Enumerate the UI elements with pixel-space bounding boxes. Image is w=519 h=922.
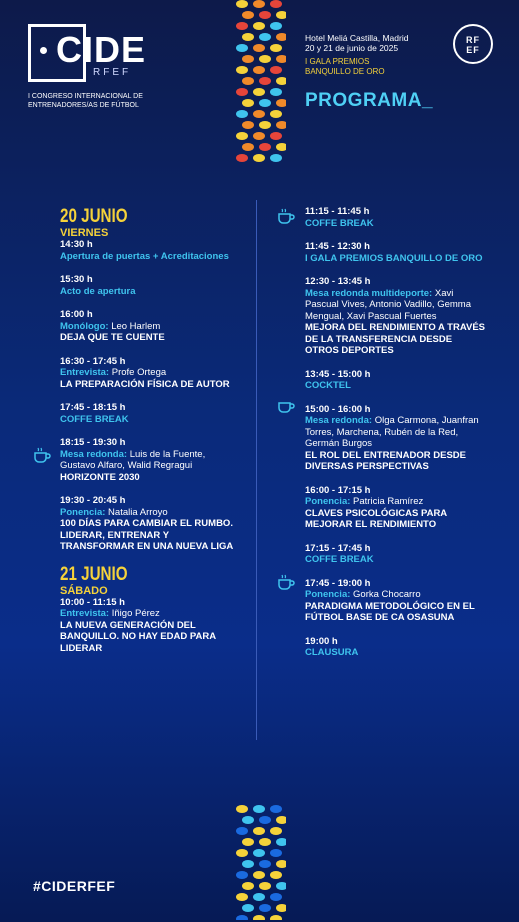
event-type: Entrevista: (60, 367, 110, 378)
event-type: Ponencia: (305, 589, 351, 600)
event-item (305, 241, 485, 264)
event-item (305, 543, 485, 566)
day-2-date: 21 JUNIO (60, 563, 128, 585)
decor-dot (242, 77, 254, 85)
event-time: 16:00 h (60, 309, 93, 320)
event-item (305, 369, 485, 392)
event-title: 100 DÍAS PARA CAMBIAR EL RUMBO. LIDERAR, ENTRENAR Y TRANSFORMAR EN UNA NUEVA LIGA (60, 518, 234, 552)
event-speakers: Iñigo Pérez (111, 608, 160, 619)
decor-dot (253, 893, 265, 901)
event-item (60, 274, 240, 297)
decor-dot (259, 55, 271, 63)
decor-dot (270, 915, 282, 920)
decor-dot (276, 55, 286, 63)
day-2-events-left (60, 597, 240, 655)
decor-dot (242, 121, 254, 129)
gala-line-2: BANQUILLO DE ORO (305, 67, 385, 76)
event-type: Mesa redonda: (60, 448, 128, 460)
decor-dot (236, 871, 248, 879)
event-item (60, 437, 240, 483)
event-item (60, 495, 240, 553)
day-1-weekday: VIERNES (60, 227, 109, 239)
event-time: 17:15 - 17:45 h (305, 542, 371, 554)
event-type: Mesa redonda multideporte: (305, 287, 433, 299)
event-type: Ponencia: (60, 506, 106, 518)
event-time: 12:30 - 13:45 h (305, 276, 371, 287)
decor-dot (236, 22, 248, 30)
event-speakers: Leo Harlem (111, 320, 161, 332)
decor-dot (270, 849, 282, 857)
decor-dot (259, 838, 271, 846)
decor-dot (276, 860, 286, 868)
decor-dot (253, 849, 265, 857)
decor-dot (253, 0, 265, 8)
event-type: COFFE BREAK (305, 217, 374, 229)
decor-dot (276, 143, 286, 151)
decor-dot (270, 871, 282, 879)
decor-dot (253, 22, 265, 30)
day-2-events-right (305, 206, 485, 659)
decor-dot (270, 88, 282, 96)
cide-logo-text: CIDE (56, 29, 147, 70)
event-speakers: Gorka Chocarro (353, 589, 421, 600)
decor-dot (236, 915, 248, 920)
day-1-date: 20 JUNIO (60, 206, 128, 227)
event-title: MEJORA DEL RENDIMIENTO A TRAVÉS DE LA TRANSFERENCIA DESDE OTROS DEPORTES (305, 322, 485, 356)
decor-dot (259, 121, 271, 129)
decor-dot (236, 805, 248, 813)
decor-dot (259, 33, 271, 41)
decor-dot (236, 110, 248, 118)
decor-dot (270, 22, 282, 30)
decor-dot (236, 154, 248, 162)
event-speakers: Luis de la Fuente, Gustavo Alfaro, Walid Regragui (60, 448, 206, 471)
decor-dot (253, 88, 265, 96)
dot-pattern-bottom (234, 805, 286, 920)
decor-dot (270, 44, 282, 52)
event-speakers: Patricia Ramírez (353, 496, 424, 507)
decor-dot (276, 904, 286, 912)
event-type: Entrevista: (60, 608, 110, 619)
rfef-badge-logo (453, 24, 493, 64)
event-type: Apertura de puertas + Acreditaciones (60, 250, 229, 262)
congreso-title: I CONGRESO INTERNACIONAL DE ENTRENADORES/AS DE FÚTBOL (28, 93, 143, 109)
decor-dot (253, 66, 265, 74)
decor-dot (236, 849, 248, 857)
event-item (305, 206, 485, 229)
event-time: 14:30 h (60, 239, 93, 250)
coffee-cup-icon (32, 446, 54, 464)
event-item (305, 578, 485, 624)
decor-dot (270, 154, 282, 162)
event-time: 15:00 - 16:00 h (305, 403, 371, 415)
decor-dot (276, 838, 286, 846)
coffee-cup-icon (276, 573, 298, 591)
event-speakers: Xavi Pascual Vives, Antonio Vadillo, Gemma Mengual, Xavi Pascual Fuertes (305, 287, 471, 322)
event-time: 11:45 - 12:30 h (305, 241, 370, 252)
decor-dot (276, 882, 286, 890)
decor-dot (270, 805, 282, 813)
event-type: Acto de apertura (60, 285, 136, 297)
event-time: 18:15 - 19:30 h (60, 437, 126, 448)
page-title: PROGRAMA_ (305, 90, 434, 111)
coffee-cup-icon (276, 207, 298, 225)
event-item (60, 239, 240, 262)
day-2-column (305, 206, 485, 671)
event-time: 16:00 - 17:15 h (305, 484, 371, 496)
decor-dot (259, 860, 271, 868)
decor-dot (242, 882, 254, 890)
venue-info (305, 33, 445, 53)
event-item (60, 309, 240, 344)
event-type: Ponencia: (305, 496, 351, 507)
event-item (305, 636, 485, 659)
event-type: CLAUSURA (305, 647, 359, 658)
decor-dot (276, 816, 286, 824)
decor-dot (276, 11, 286, 19)
decor-dot (259, 816, 271, 824)
event-title: LA NUEVA GENERACIÓN DEL BANQUILLO. NO HAY EDAD PARA LIDERAR (60, 619, 216, 654)
day-1-events (60, 239, 240, 553)
decor-dot (236, 132, 248, 140)
decor-dot (253, 915, 265, 920)
day-2-weekday: SÁBADO (60, 584, 108, 597)
decor-dot (253, 110, 265, 118)
event-title: CLAVES PSICOLÓGICAS PARA MEJORAR EL RENDIMIENTO (305, 507, 447, 530)
decor-dot (259, 77, 271, 85)
decor-dot (242, 816, 254, 824)
decor-dot (259, 882, 271, 890)
decor-dot (236, 827, 248, 835)
event-title: PARADIGMA METODOLÓGICO EN EL FÚTBOL BASE DE CA OSASUNA (305, 600, 475, 623)
event-time: 19:00 h (305, 635, 338, 647)
decor-dot (276, 33, 286, 41)
decor-dot (236, 44, 248, 52)
event-type: COFFE BREAK (60, 413, 129, 425)
decor-dot (259, 904, 271, 912)
event-title: LA PREPARACIÓN FÍSICA DE AUTOR (60, 378, 230, 390)
event-item (60, 402, 240, 425)
decor-dot (236, 66, 248, 74)
day-1-column (60, 207, 240, 666)
gala-line-1: I GALA PREMIOS (305, 57, 370, 66)
event-title: HORIZONTE 2030 (60, 471, 140, 483)
decor-dot (242, 99, 254, 107)
event-item (305, 485, 485, 531)
event-time: 17:45 - 18:15 h (60, 402, 126, 413)
event-type: COCKTEL (305, 380, 351, 391)
badge-line-2: EF (466, 45, 480, 55)
decor-dot (270, 110, 282, 118)
decor-dot (259, 143, 271, 151)
decor-dot (276, 77, 286, 85)
event-speakers: Olga Carmona, Juanfran Torres, Marchena, Rubén de la Red, Germán Burgos (305, 415, 479, 449)
decor-dot (270, 66, 282, 74)
decor-dot (253, 805, 265, 813)
venue-name: Hotel Meliá Castilla, Madrid (305, 33, 409, 43)
event-time: 11:15 - 11:45 h (305, 206, 370, 217)
dot-pattern-top (234, 0, 286, 162)
event-item (60, 597, 240, 655)
decor-dot (253, 871, 265, 879)
decor-dot (242, 11, 254, 19)
decor-dot (259, 11, 271, 19)
event-time: 15:30 h (60, 274, 93, 285)
event-time: 19:30 - 20:45 h (60, 495, 126, 506)
event-speakers: Natalia Arroyo (108, 506, 168, 518)
decor-dot (242, 838, 254, 846)
decor-dot (236, 88, 248, 96)
cide-logo-dot (40, 47, 47, 54)
event-time: 13:45 - 15:00 h (305, 368, 371, 380)
decor-dot (242, 904, 254, 912)
cocktail-icon (276, 396, 298, 414)
decor-dot (259, 99, 271, 107)
decor-dot (236, 893, 248, 901)
event-title: EL ROL DEL ENTRENADOR DESDE DIVERSAS PERSPECTIVAS (305, 449, 466, 472)
decor-dot (253, 827, 265, 835)
event-title: DEJA QUE TE CUENTE (60, 332, 165, 343)
decor-dot (270, 0, 282, 8)
hashtag: #CIDERFEF (33, 878, 116, 894)
event-item (305, 404, 485, 473)
event-type: Monólogo: (60, 320, 109, 332)
event-time: 16:30 - 17:45 h (60, 355, 126, 367)
decor-dot (253, 132, 265, 140)
decor-dot (242, 33, 254, 41)
event-item (305, 276, 485, 357)
event-speakers: Profe Ortega (111, 367, 167, 378)
event-type: Mesa redonda: (305, 415, 373, 426)
cide-logo-subtext: RFEF (93, 67, 132, 78)
decor-dot (270, 132, 282, 140)
event-type: I GALA PREMIOS BANQUILLO DE ORO (305, 252, 483, 264)
event-time: 17:45 - 19:00 h (305, 577, 371, 589)
decor-dot (276, 121, 286, 129)
event-type: COFFE BREAK (305, 554, 374, 565)
decor-dot (270, 893, 282, 901)
decor-dot (276, 99, 286, 107)
decor-dot (236, 0, 248, 8)
event-item (60, 356, 240, 391)
column-divider (256, 200, 257, 740)
decor-dot (253, 44, 265, 52)
badge-line-1: RF (466, 35, 480, 45)
gala-info (305, 57, 435, 77)
event-dates: 20 y 21 de junio de 2025 (305, 43, 399, 53)
event-time: 10:00 - 11:15 h (60, 596, 125, 608)
decor-dot (242, 55, 254, 63)
decor-dot (253, 154, 265, 162)
decor-dot (242, 860, 254, 868)
decor-dot (270, 827, 282, 835)
decor-dot (242, 143, 254, 151)
